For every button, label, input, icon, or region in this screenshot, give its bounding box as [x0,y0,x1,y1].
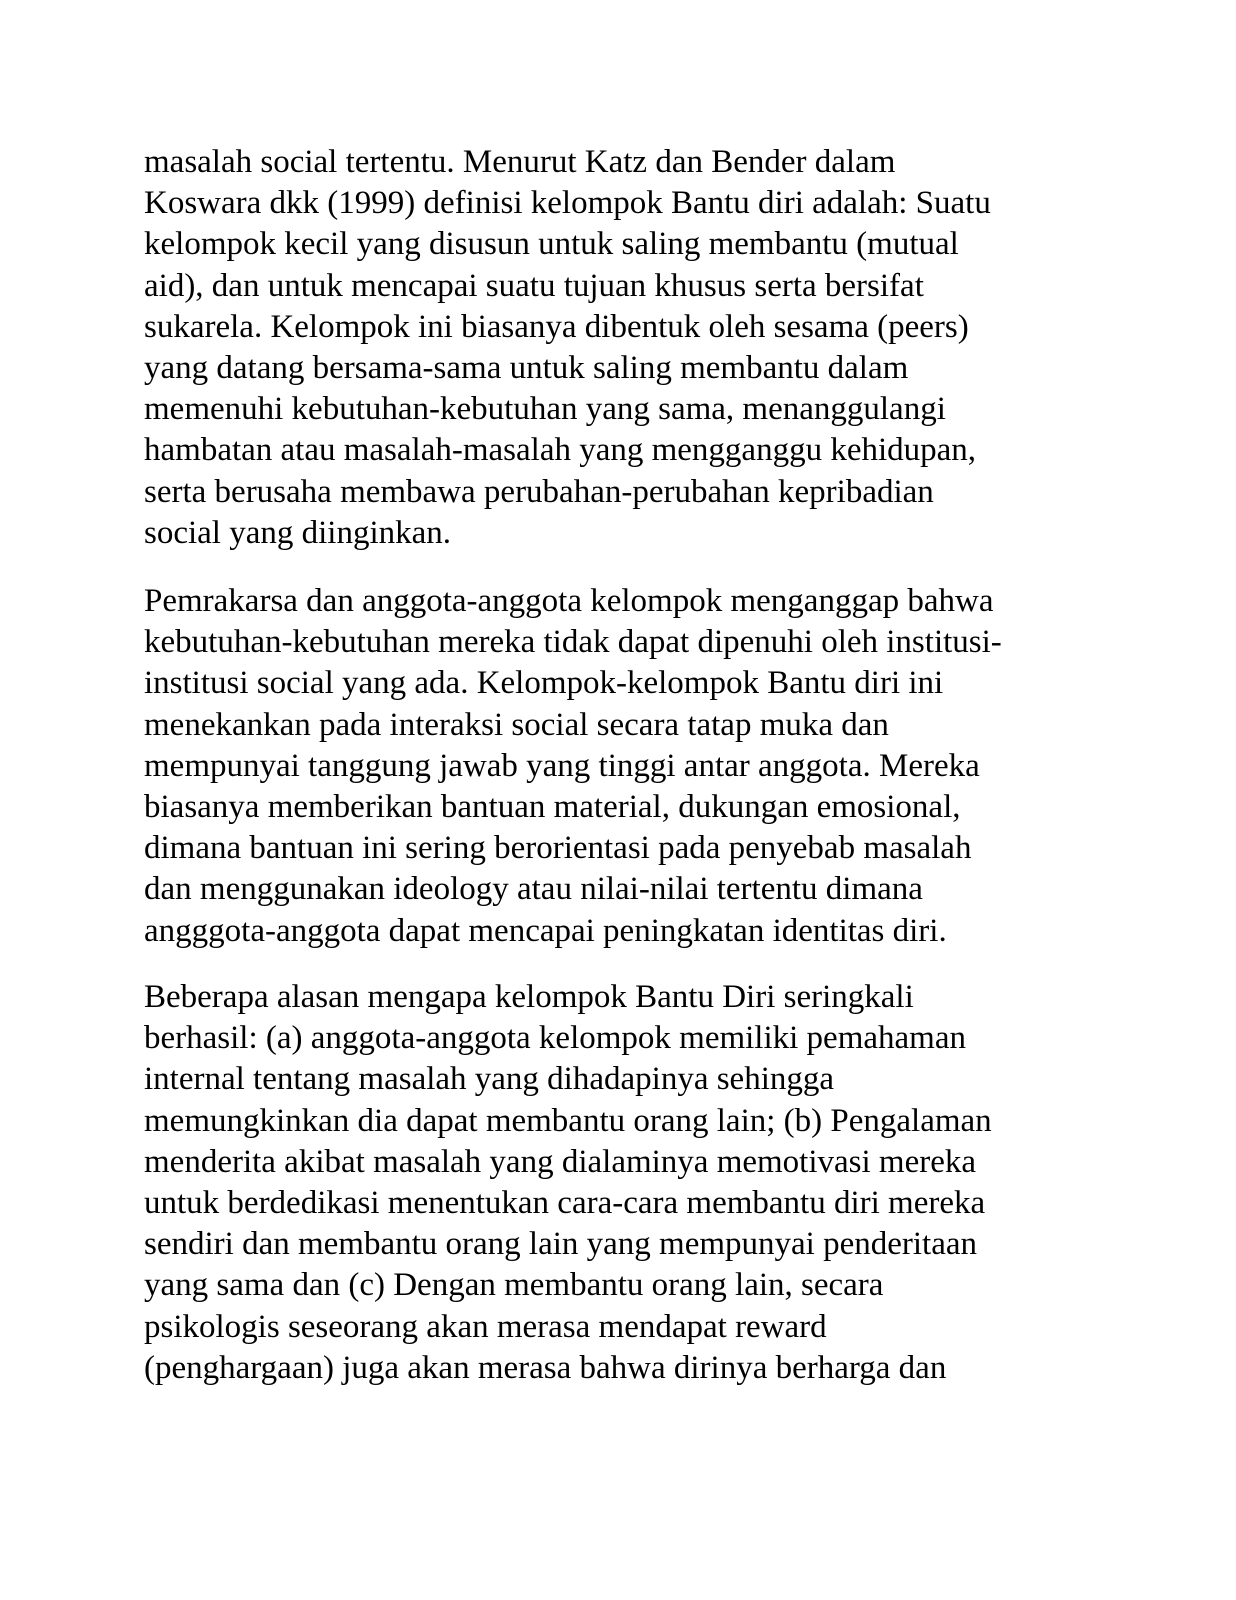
text-line: mempunyai tanggung jawab yang tinggi antar anggota. Mereka [144,747,980,784]
paragraph-3 [144,977,1104,1389]
text-line: social yang diinginkan. [144,514,452,551]
text-line: sendiri dan membantu orang lain yang mempunyai penderitaan [144,1226,977,1263]
text-line: angggota-anggota dapat mencapai peningkatan identitas diri. [144,912,947,949]
text-line: hambatan atau masalah-masalah yang mengganggu kehidupan, [144,432,977,469]
text-line: Pemrakarsa dan anggota-anggota kelompok menganggap bahwa [144,583,994,619]
text-line: Beberapa alasan mengapa kelompok Bantu Diri seringkali [144,979,914,1015]
text-line: psikologis seseorang akan merasa mendapat reward [144,1308,827,1345]
text-line: aid), dan untuk mencapai suatu tujuan khusus serta bersifat [144,267,924,304]
text-line: serta berusaha membawa perubahan-perubahan kepribadian [144,473,934,510]
text-line: menderita akibat masalah yang dialaminya memotivasi mereka [144,1143,977,1180]
text-line: institusi social yang ada. Kelompok-kelompok Bantu diri ini [144,665,944,702]
text-line: untuk berdedikasi menentukan cara-cara membantu diri mereka [144,1185,986,1222]
text-line: Koswara dkk (1999) definisi kelompok Bantu diri adalah: Suatu [144,185,991,222]
text-line: biasanya memberikan bantuan material, dukungan emosional, [144,789,961,826]
text-line: yang datang bersama-sama untuk saling membantu dalam [144,350,909,387]
text-line: sukarela. Kelompok ini biasanya dibentuk oleh sesama (peers) [144,308,969,345]
text-line: memungkinkan dia dapat membantu orang lain; (b) Pengalaman [144,1102,992,1139]
text-line: (penghargaan) juga akan merasa bahwa dirinya berharga dan [144,1349,947,1386]
text-line: berhasil: (a) anggota-anggota kelompok memiliki pemahaman [144,1020,966,1057]
paragraph-2 [144,581,1104,952]
text-line: internal tentang masalah yang dihadapinya sehingga [144,1061,835,1098]
text-line: memenuhi kebutuhan-kebutuhan yang sama, menanggulangi [144,391,946,428]
text-line: masalah social tertentu. Menurut Katz dan Bender dalam [144,144,896,180]
text-line: dan menggunakan ideology atau nilai-nilai tertentu dimana [144,871,923,908]
text-line: menekankan pada interaksi social secara tatap muka dan [144,706,889,743]
paragraph-1 [144,142,1104,554]
text-line: yang sama dan (c) Dengan membantu orang lain, secara [144,1267,884,1304]
text-line: kebutuhan-kebutuhan mereka tidak dapat dipenuhi oleh institusi- [144,624,1002,661]
text-line: kelompok kecil yang disusun untuk saling membantu (mutual [144,226,959,263]
text-line: dimana bantuan ini sering berorientasi pada penyebab masalah [144,830,972,867]
